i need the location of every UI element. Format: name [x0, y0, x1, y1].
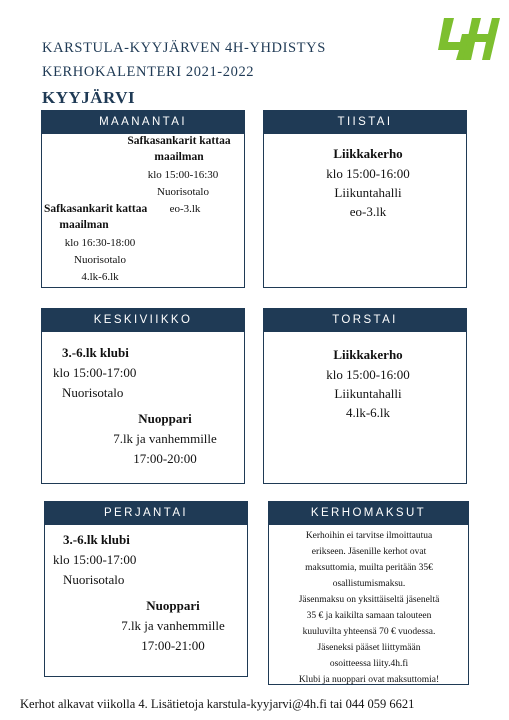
- thursday-club-place: Liikuntahalli: [334, 386, 402, 401]
- wednesday-club1-name: 3.-6.lk klubi: [62, 345, 129, 360]
- wednesday-club2-audience: 7.lk ja vanhemmille: [113, 431, 217, 446]
- monday-card: [41, 110, 245, 288]
- friday-club2-time: 17:00-21:00: [141, 638, 205, 653]
- friday-body: [44, 525, 248, 677]
- friday-card: [44, 501, 248, 677]
- friday-club1-name: 3.-6.lk klubi: [63, 532, 130, 547]
- wednesday-club1-time: klo 15:00-17:00: [53, 365, 137, 380]
- friday-heading: PERJANTAI: [44, 501, 248, 525]
- friday-club2-name: Nuoppari: [146, 598, 200, 613]
- friday-club2-audience: 7.lk ja vanhemmille: [121, 618, 225, 633]
- fees-line: Klubi ja nuoppari ovat maksuttomia!: [298, 675, 440, 685]
- monday-club2-grades: 4.lk-6.lk: [81, 271, 119, 283]
- monday-club2-time: klo 16:30-18:00: [64, 237, 136, 249]
- wednesday-card: [41, 308, 245, 484]
- footer-contact-info: Kerhot alkavat viikolla 4. Lisätietoja karstula-kyyjarvi@4h.fi tai 044 059 6621: [20, 697, 415, 711]
- thursday-club-time: klo 15:00-16:00: [326, 367, 410, 382]
- monday-club1-name-b: maailman: [154, 151, 204, 163]
- fees-heading: KERHOMAKSUT: [268, 501, 469, 525]
- monday-club1-grades: eo-3.lk: [169, 203, 201, 215]
- town-heading: KYYJÄRVI: [42, 88, 136, 107]
- fees-line: Kerhoihin ei tarvitse ilmoittautua: [305, 531, 433, 541]
- calendar-title: KERHOKALENTERI 2021-2022: [42, 64, 255, 80]
- tuesday-heading: TIISTAI: [263, 110, 467, 134]
- wednesday-body: [41, 332, 245, 484]
- friday-club1-place: Nuorisotalo: [63, 572, 125, 587]
- thursday-club-name: Liikkakerho: [333, 347, 403, 362]
- fees-body: [268, 525, 469, 685]
- organization-title: KARSTULA-KYYJÄRVEN 4H-YHDISTYS: [42, 40, 326, 56]
- monday-club1-time: klo 15:00-16:30: [147, 169, 219, 181]
- tuesday-body: [263, 134, 467, 288]
- 4h-logo-icon: [436, 16, 500, 62]
- fees-line: 35 € ja kaikilta samaan talouteen: [306, 611, 432, 621]
- tuesday-club-place: Liikuntahalli: [334, 185, 402, 200]
- tuesday-card: [263, 110, 467, 288]
- monday-club1-name-a: Safkasankarit kattaa: [127, 135, 231, 147]
- fees-line: maksuttomia, muilta peritään 35€: [305, 563, 433, 573]
- monday-club2-name-a: Safkasankarit kattaa: [44, 203, 148, 215]
- fees-line: Jäseneksi pääset liittymään: [317, 643, 421, 653]
- fees-line: kuuluvilta yhteensä 70 € vuodessa.: [302, 627, 436, 637]
- monday-heading: MAANANTAI: [41, 110, 245, 134]
- monday-club1-place: Nuorisotalo: [157, 186, 209, 198]
- thursday-body: [263, 332, 467, 484]
- fees-line: osallistumismaksu.: [332, 579, 406, 589]
- friday-club1-time: klo 15:00-17:00: [53, 552, 137, 567]
- fees-card: [268, 501, 469, 685]
- monday-club2-name-b: maailman: [59, 219, 109, 231]
- tuesday-club-grades: eo-3.lk: [349, 204, 387, 219]
- monday-body: [41, 134, 245, 288]
- thursday-heading: TORSTAI: [263, 308, 467, 332]
- fees-line: osoitteessa liity.4h.fi: [329, 659, 409, 669]
- monday-club2-place: Nuorisotalo: [74, 254, 126, 266]
- tuesday-club-name: Liikkakerho: [333, 146, 403, 161]
- thursday-card: [263, 308, 467, 484]
- fees-line: erikseen. Jäsenille kerhot ovat: [311, 547, 427, 557]
- wednesday-club2-name: Nuoppari: [138, 411, 192, 426]
- wednesday-club2-time: 17:00-20:00: [133, 451, 197, 466]
- fees-line: Jäsenmaksu on yksittäiseltä jäseneltä: [298, 595, 440, 605]
- wednesday-club1-place: Nuorisotalo: [62, 385, 124, 400]
- thursday-club-grades: 4.lk-6.lk: [345, 405, 391, 420]
- wednesday-heading: KESKIVIIKKO: [41, 308, 245, 332]
- tuesday-club-time: klo 15:00-16:00: [326, 166, 410, 181]
